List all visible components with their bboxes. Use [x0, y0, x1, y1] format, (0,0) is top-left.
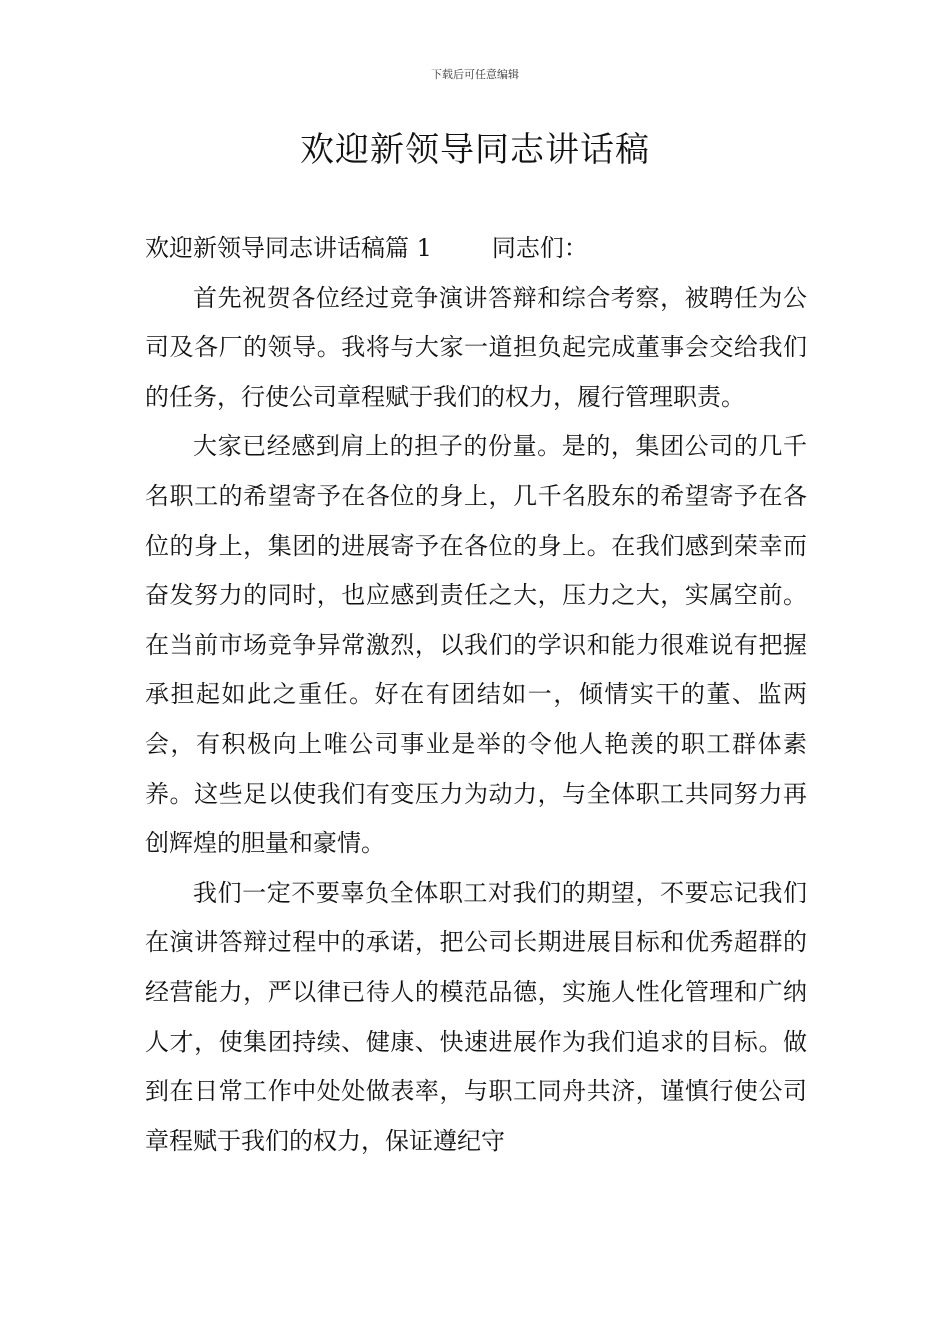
salutation: 同志们： [491, 234, 588, 262]
document-body [145, 224, 807, 1166]
intro-heading: 欢迎新领导同志讲话稿篇 1 [145, 234, 432, 262]
document-title: 欢迎新领导同志讲话稿 [300, 130, 650, 170]
paragraph-2: 大家已经感到肩上的担子的份量。是的，集团公司的几千名职工的希望寄予在各位的身上，几千名股东的希望寄予在各位的身上，集团的进展寄予在各位的身上。在我们感到荣幸而奋发努力的同时，也应感到责任之大，压力之大，实属空前。在当前市场竞争异常激烈，以我们的学识和能力很难说有把握承担起如此之重任。好在有团结如一，倾情实干的董、监两会，有积极向上唯公司事业是举的令他人艳羡的职工群体素养。这些足以使我们有变压力为动力，与全体职工共同努力再创辉煌的胆量和豪情。 [145, 432, 807, 858]
paragraph-3: 我们一定不要辜负全体职工对我们的期望，不要忘记我们在演讲答辩过程中的承诺，把公司长期进展目标和优秀超群的经营能力，严以律已待人的模范品德，实施人性化管理和广纳人才，使集团持续、健康、快速进展作为我们追求的目标。做到在日常工作中处处做表率，与职工同舟共济，谨慎行使公司章程赋于我们的权力，保证遵纪守 [145, 878, 807, 1155]
header-note: 下载后可任意编辑 [431, 68, 519, 81]
paragraph-1: 首先祝贺各位经过竞争演讲答辩和综合考察，被聘任为公司及各厂的领导。我将与大家一道担负起完成董事会交给我们的任务，行使公司章程赋于我们的权力，履行管理职责。 [145, 283, 807, 411]
intro-line [145, 224, 807, 274]
